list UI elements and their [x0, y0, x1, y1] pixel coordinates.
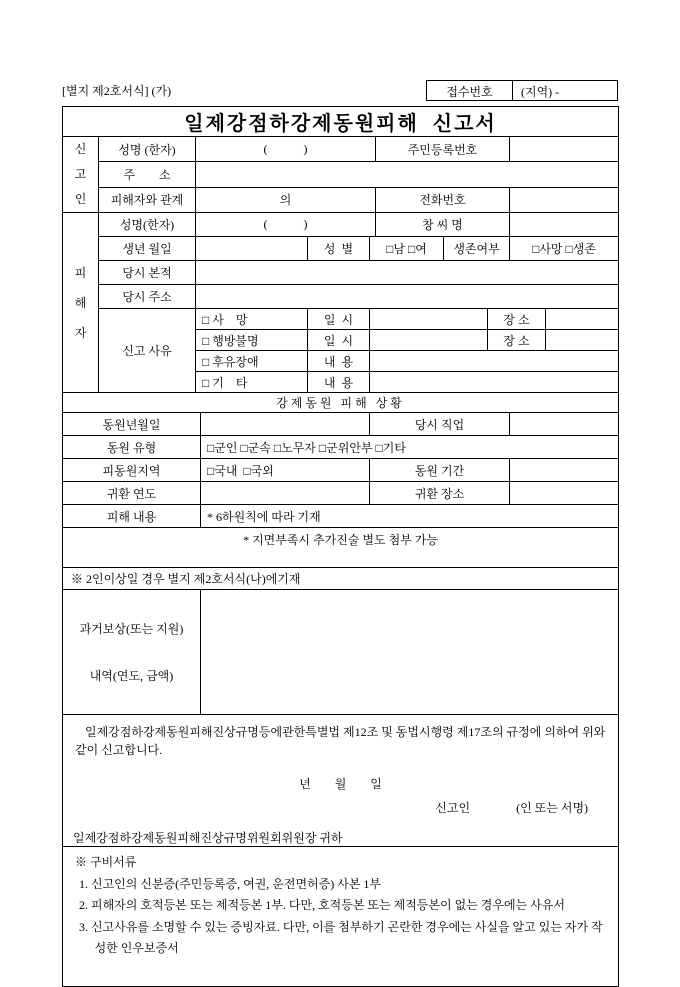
victim-gender-label: 성 별 [308, 237, 370, 261]
mobilization-period-label: 동원 기간 [370, 459, 510, 482]
form-page [62, 80, 618, 987]
reporter-address-label: 주 소 [99, 162, 196, 187]
victim-survival-checkboxes[interactable]: □사망 □생존 [510, 237, 619, 261]
reporter-phone-label: 전화번호 [376, 187, 510, 212]
reporter-section [63, 137, 99, 213]
receipt-no-label: 접수번호 [427, 81, 513, 100]
return-year-label: 귀환 연도 [63, 482, 201, 505]
two-person-note: ※ 2인이상일 경우 별지 제2호서식(나)에기재 [63, 568, 619, 590]
victim-name-field[interactable]: ( ) [196, 213, 376, 237]
victim-name-label: 성명(한자) [99, 213, 196, 237]
death-datetime-label: 일 시 [308, 309, 370, 330]
attachments-block [63, 847, 619, 987]
signer-label: 신고인 [435, 801, 471, 815]
missing-place-label: 장 소 [488, 330, 546, 351]
mobilization-type-label: 동원 유형 [63, 436, 201, 459]
attachment-item-2: 2. 피해자의 호적등본 또는 제적등본 1부. 다만, 호적등본 또는 제적등본이 없는 경우에는 사유서 [79, 898, 565, 913]
compensation-field[interactable] [201, 590, 619, 715]
return-year-field[interactable] [201, 482, 370, 505]
reporter-section-label: 신고인 [74, 142, 87, 206]
victim-address-field[interactable] [196, 285, 619, 309]
death-place-label: 장 소 [488, 309, 546, 330]
signature-line [65, 799, 616, 816]
reporter-relation-field[interactable]: 의 [196, 187, 376, 212]
reason-aftereffect-checkbox[interactable]: □ 후유장애 [196, 351, 308, 372]
compensation-label [63, 590, 201, 715]
report-form-table [62, 106, 619, 987]
addressee: 일제강점하강제동원피해진상규명위원회위원장 귀하 [73, 831, 343, 845]
return-place-field[interactable] [510, 482, 619, 505]
reason-death-checkbox[interactable]: □ 사 망 [196, 309, 308, 330]
missing-place-field[interactable] [546, 330, 619, 351]
return-place-label: 귀환 장소 [370, 482, 510, 505]
reporter-address-field[interactable] [196, 162, 619, 187]
victim-changssi-field[interactable] [510, 213, 619, 237]
victim-birth-field[interactable] [196, 237, 308, 261]
reporter-rrn-field[interactable] [510, 137, 619, 162]
reporter-rrn-label: 주민등록번호 [376, 137, 510, 162]
victim-survival-label: 생존여부 [444, 237, 510, 261]
occupation-label: 당시 직업 [370, 413, 510, 436]
victim-gender-checkboxes[interactable]: □남 □여 [370, 237, 444, 261]
attachment-item-3: 3. 신고사유를 소명할 수 있는 증빙자료. 다만, 이를 첨부하기 곤란한 경우에는 사실을 알고 있는 자가 작성한 인우보증서 [79, 919, 603, 956]
reason-etc-checkbox[interactable]: □ 기 타 [196, 372, 308, 393]
victim-section [63, 213, 99, 393]
reason-missing-checkbox[interactable]: □ 행방불명 [196, 330, 308, 351]
etc-content-label: 내 용 [308, 372, 370, 393]
aftereffect-content-field[interactable] [370, 351, 619, 372]
reporter-relation-label: 피해자와 관계 [99, 187, 196, 212]
mobilization-region-checkboxes[interactable]: □국내 □국외 [201, 459, 370, 482]
aftereffect-content-label: 내 용 [308, 351, 370, 372]
receipt-region-field[interactable]: (지역) - [521, 85, 560, 99]
declaration-date-line: 년 월 일 [299, 777, 382, 791]
mobilization-region-label: 피동원지역 [63, 459, 201, 482]
victim-section-label: 피해자 [74, 265, 87, 340]
missing-datetime-label: 일 시 [308, 330, 370, 351]
victim-birth-label: 생년 월일 [99, 237, 196, 261]
death-datetime-field[interactable] [370, 309, 488, 330]
reporter-phone-field[interactable] [510, 187, 619, 212]
mobilization-date-field[interactable] [201, 413, 370, 436]
mobilization-date-label: 동원년월일 [63, 413, 201, 436]
victim-registry-label: 당시 본적 [99, 261, 196, 285]
damage-section-title: 강제동원 피해 상황 [63, 393, 619, 413]
sign-note: (인 또는 서명) [516, 801, 589, 815]
declaration-statement: 일제강점하강제동원피해진상규명등에관한특별법 제12조 및 동법시행령 제17조의 규정에 의하여 위와 같이 신고합니다. [75, 725, 606, 757]
compensation-label-line1: 과거보상(또는 지원) [79, 622, 184, 636]
report-reason-label: 신고 사유 [99, 309, 196, 393]
death-place-field[interactable] [546, 309, 619, 330]
etc-content-field[interactable] [370, 372, 619, 393]
form-title: 일제강점하강제동원피해 신고서 [63, 107, 619, 137]
missing-datetime-field[interactable] [370, 330, 488, 351]
attachments-title: ※ 구비서류 [75, 855, 137, 869]
victim-address-label: 당시 주소 [99, 285, 196, 309]
damage-content-label: 피해 내용 [63, 505, 201, 528]
reporter-name-field[interactable]: ( ) [196, 137, 376, 162]
declaration-block [63, 715, 619, 847]
occupation-field[interactable] [510, 413, 619, 436]
attach-note: * 지면부족시 추가진술 별도 첨부 가능 [63, 528, 619, 568]
reporter-name-label: 성명 (한자) [99, 137, 196, 162]
victim-registry-field[interactable] [196, 261, 619, 285]
mobilization-type-checkboxes[interactable]: □군인 □군속 □노무자 □군위안부 □기타 [201, 436, 619, 459]
compensation-label-line2: 내역(연도, 금액) [89, 669, 174, 683]
victim-changssi-label: 창 씨 명 [376, 213, 510, 237]
mobilization-period-field[interactable] [510, 459, 619, 482]
damage-content-field[interactable]: * 6하원칙에 따라 기재 [201, 505, 619, 528]
form-header-row [62, 80, 618, 101]
receipt-box [426, 80, 618, 101]
attachment-item-1: 1. 신고인의 신분증(주민등록증, 여권, 운전면허증) 사본 1부 [79, 876, 382, 891]
form-ref: [별지 제2호서식] (가) [62, 84, 172, 98]
